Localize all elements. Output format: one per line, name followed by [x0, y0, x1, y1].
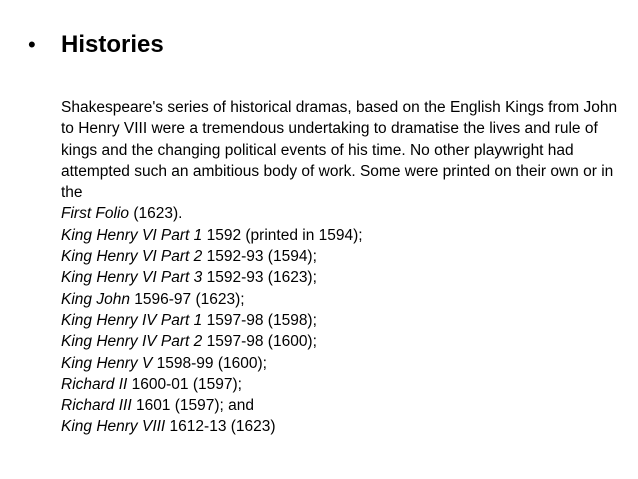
play-entry — [61, 416, 621, 437]
folio-line — [61, 203, 621, 224]
play-entry — [61, 289, 621, 310]
play-dates: 1592-93 (1594); — [202, 248, 317, 266]
play-dates: 1600-01 (1597); — [127, 375, 242, 393]
folio-date: (1623). — [129, 205, 183, 223]
play-entry — [61, 353, 621, 374]
play-dates: 1592 (printed in 1594); — [202, 226, 363, 244]
play-dates: 1612-13 (1623) — [165, 418, 276, 436]
play-entry — [61, 225, 621, 246]
slide-body — [61, 97, 621, 438]
play-dates: 1597-98 (1598); — [202, 311, 317, 329]
slide-title: Histories — [61, 31, 164, 58]
play-title: King Henry VI Part 3 — [61, 269, 203, 287]
play-entry — [61, 267, 621, 288]
play-title: Richard III — [61, 397, 132, 415]
play-title: King John — [61, 290, 130, 308]
play-dates: 1598-99 (1600); — [152, 354, 267, 372]
play-dates: 1597-98 (1600); — [202, 333, 317, 351]
play-entry — [61, 331, 621, 352]
bullet-icon: • — [28, 32, 36, 57]
play-entry — [61, 310, 621, 331]
play-title: King Henry V — [61, 354, 153, 372]
play-title: King Henry IV Part 1 — [61, 311, 203, 329]
intro-paragraph: Shakespeare's series of historical dramas, based on the English Kings from John to Henry VIII were a tremendous undertaking to dramatise the lives and rule of kings and the changing political events of his time. No other playwright had attempted such an ambitious body of work. Some were printed on their own or in the — [61, 99, 618, 202]
slide-heading — [28, 30, 164, 60]
play-title: King Henry IV Part 2 — [61, 333, 203, 351]
play-title: King Henry VI Part 1 — [61, 226, 203, 244]
play-dates: 1592-93 (1623); — [202, 269, 317, 287]
play-title: King Henry VIII — [61, 418, 166, 436]
play-dates: 1601 (1597); and — [131, 397, 255, 415]
play-dates: 1596-97 (1623); — [129, 290, 245, 308]
folio-title: First Folio — [61, 205, 130, 223]
play-title: Richard II — [61, 375, 128, 393]
play-entry — [61, 395, 621, 416]
play-entry — [61, 246, 621, 267]
play-title: King Henry VI Part 2 — [61, 248, 203, 266]
play-entry — [61, 374, 621, 395]
